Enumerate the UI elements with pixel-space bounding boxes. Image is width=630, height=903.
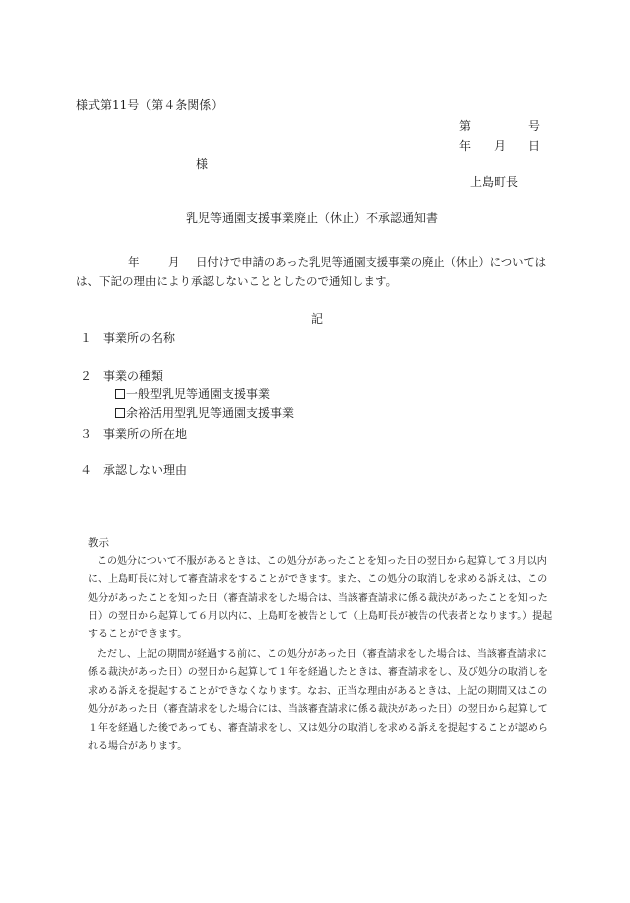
option-label: 余裕活用型乳児等通園支援事業 [126, 406, 295, 420]
item-label-business-type: 事業の種類 [103, 369, 164, 383]
document-title: 乳児等通園支援事業廃止（休止）不承認通知書 [186, 211, 439, 225]
notice-line: 処分があったことを知った日（審査請求をした場合は、当該審査請求に係る裁決があったことを知った [88, 593, 548, 604]
document-number-suffix: 号 [528, 119, 541, 133]
body-line-2: は、下記の理由により承認しないこととしたので通知します。 [76, 274, 398, 288]
notice-line: 処分があった日（審査請求をした場合には、当該審査請求に係る裁決があった日）の翌日から起算して [88, 704, 548, 715]
notice-line: することができます。 [88, 629, 188, 640]
notice-line: 係る裁決があった日）の翌日から起算して１年を経過したときは、審査請求をし、及び処分の取消しを [88, 667, 548, 678]
option-surplus-type[interactable] [115, 407, 294, 419]
notice-heading: 教示 [88, 537, 109, 549]
notice-line: この処分について不服があるときは、この処分があったことを知った日の翌日から起算して３月以内 [97, 556, 547, 567]
form-identifier: 様式第11号（第４条関係） [76, 98, 224, 112]
item-number-1: １ [80, 331, 93, 345]
item-label-business-address: 事業所の所在地 [103, 427, 188, 441]
notice-line: １年を経過した後であっても、審査請求をし、又は処分の取消しを求める訴えを提起することが認めら [88, 723, 548, 734]
item-number-4: ４ [80, 463, 93, 477]
body-year: 年 [128, 255, 140, 269]
ki-marker: 記 [311, 312, 324, 326]
item-number-2: ２ [80, 369, 93, 383]
document-number-prefix: 第 [459, 119, 472, 133]
body-month: 月 [168, 255, 180, 269]
notice-line: 求める訴えを提起することができなくなります。なお、正当な理由があるときは、上記の期間又はこの [88, 686, 548, 697]
date-month: 月 [494, 139, 507, 153]
option-label: 一般型乳児等通園支援事業 [126, 387, 271, 401]
item-label-rejection-reason: 承認しない理由 [103, 463, 188, 477]
notice-line: ただし、上記の期間が経過する前に、この処分があった日（審査請求をした場合は、当該審査請求に [97, 649, 547, 660]
issuer-name: 上島町長 [470, 175, 519, 189]
item-number-3: ３ [80, 427, 93, 441]
date-day: 日 [528, 139, 541, 153]
notice-line: に、上島町長に対して審査請求をすることができます。また、この処分の取消しを求める訴えは、この [88, 574, 548, 585]
option-general-type[interactable] [115, 388, 270, 400]
checkbox-icon[interactable] [115, 408, 125, 418]
date-year: 年 [459, 139, 472, 153]
notice-line: れる場合があります。 [88, 741, 188, 752]
item-label-business-name: 事業所の名称 [103, 331, 176, 345]
addressee-honorific: 様 [196, 157, 209, 171]
checkbox-icon[interactable] [115, 389, 125, 399]
body-line-1: 日付けで申請のあった乳児等通園支援事業の廃止（休止）については [196, 255, 546, 269]
notice-line: 日）の翌日から起算して６月以内に、上島町を被告として（上島町長が被告の代表者となります。）提起 [88, 611, 553, 622]
